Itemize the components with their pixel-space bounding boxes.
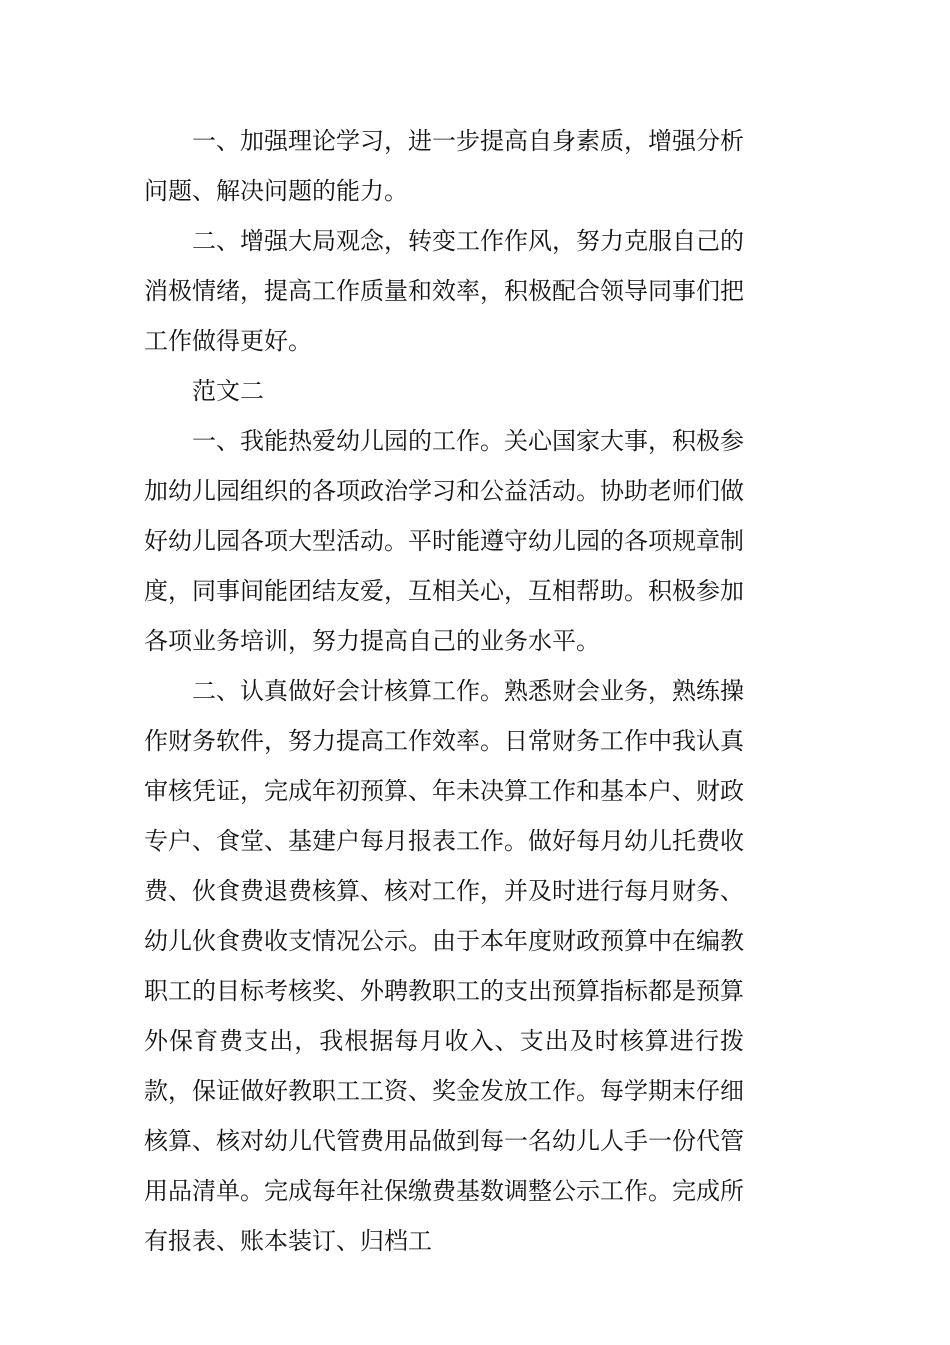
paragraph-accounting-work: 二、认真做好会计核算工作。熟悉财会业务，熟练操作财务软件，努力提高工作效率。日常财务工作中我认真审核凭证，完成年初预算、年未决算工作和基本户、财政专户、食堂、基建户每月报表工作。做好每月幼儿托费收费、伙食费退费核算、核对工作，并及时进行每月财务、幼儿伙食费收支情况公示。由于本年度财政预算中在编教职工的目标考核奖、外聘教职工的支出预算指标都是预算外保育费支出，我根据每月收入、支出及时核算进行拨款，保证做好教职工工资、奖金发放工作。每学期末仔细核算、核对幼儿代管费用品做到每一名幼儿人手一份代管用品清单。完成每年社保缴费基数调整公示工作。完成所有报表、账本装订、归档工 (144, 677, 744, 1255)
paragraph-kindergarten-work: 一、我能热爱幼儿园的工作。关心国家大事，积极参加幼儿园组织的各项政治学习和公益活动。协助老师们做好幼儿园各项大型活动。平时能遵守幼儿园的各项规章制度，同事间能团结友爱，互相关心，互相帮助。积极参加各项业务培训，努力提高自己的业务水平。 (144, 427, 744, 655)
paragraph-study: 一、加强理论学习，进一步提高自身素质，增强分析问题、解决问题的能力。 (144, 127, 744, 205)
paragraph-attitude: 二、增强大局观念，转变工作作风，努力克服自己的消极情绪，提高工作质量和效率，积极配合领导同事们把工作做得更好。 (144, 227, 744, 355)
section-heading: 范文二 (192, 377, 264, 405)
document-body (144, 116, 744, 1266)
